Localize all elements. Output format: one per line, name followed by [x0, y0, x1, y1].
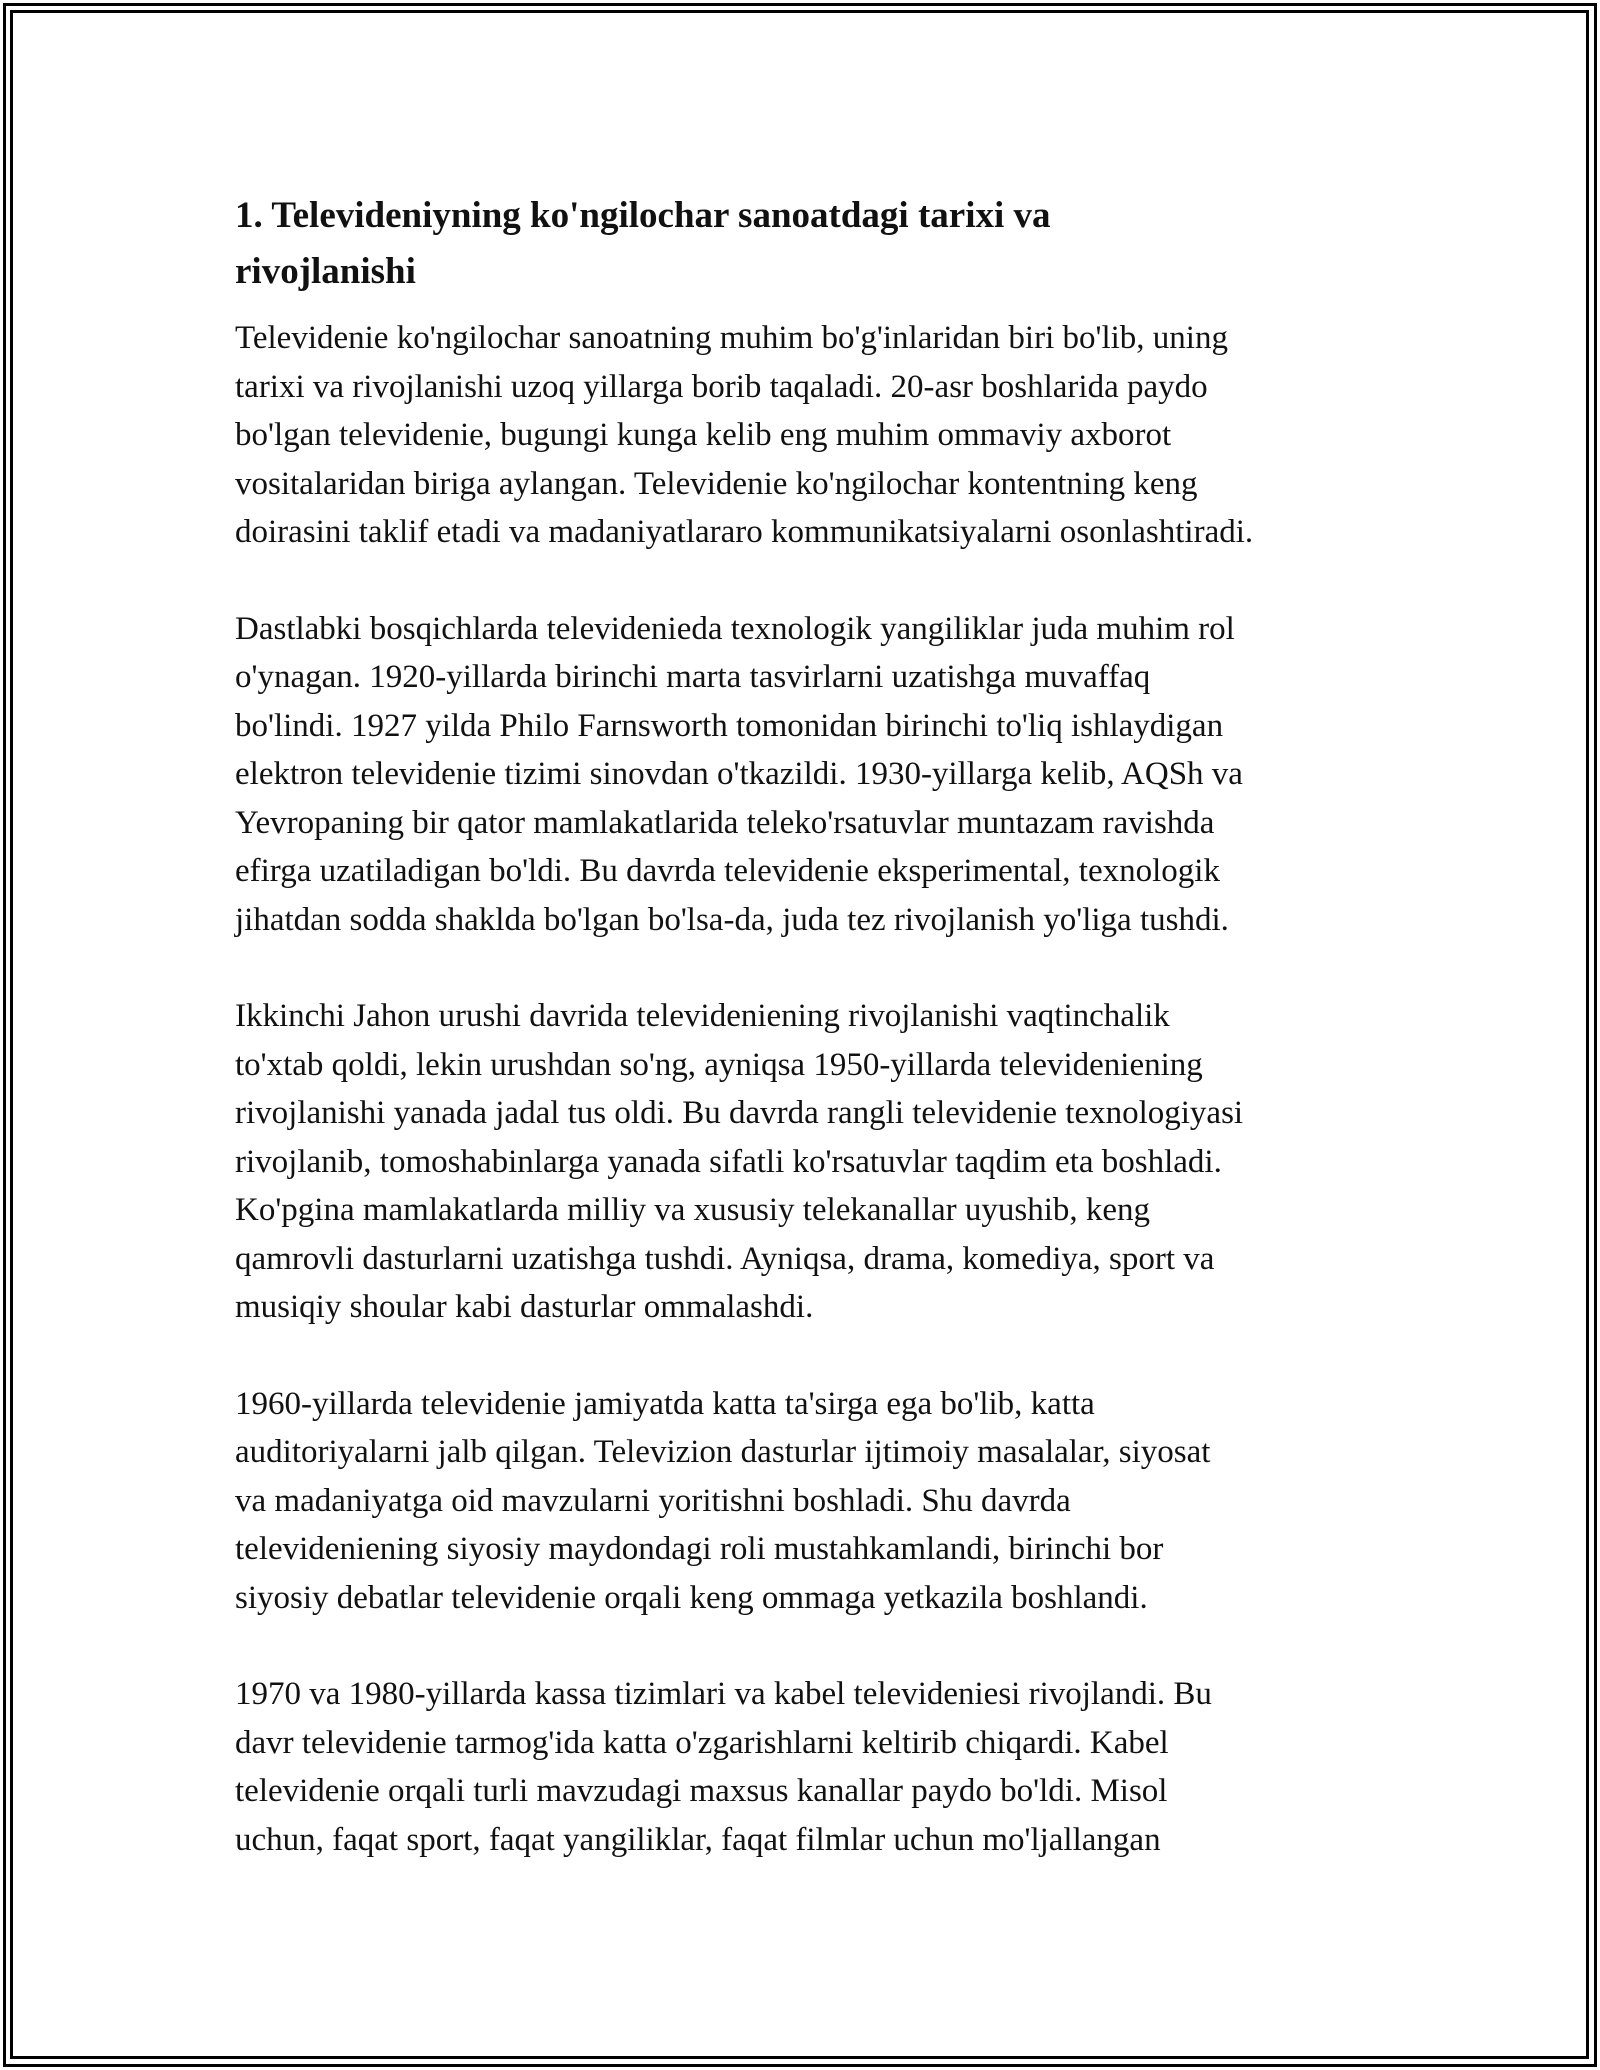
paragraph-intro: Televidenie ko'ngilochar sanoatning muhim bo'g'inlaridan biri bo'lib, uning tarixi va rivojlanishi uzoq yillarga borib taqaladi. 20-asr boshlarida paydo bo'lgan televidenie, bugungi kunga kelib eng muhim ommaviy axborot vositalaridan biriga aylangan. Televidenie ko'ngilochar kontentning keng doirasini taklif etadi va madaniyatlararo kommunikatsiyalarni osonlashtiradi. — [235, 320, 1254, 550]
section-heading: 1. Televideniyning ko'ngilochar sanoatdagi tarixi va rivojlanishi — [235, 195, 1051, 292]
document-body — [235, 188, 1375, 1912]
paragraph-early-stages: Dastlabki bosqichlarda televidenieda texnologik yangiliklar juda muhim rol o'ynagan. 1920-yillarda birinchi marta tasvirlarni uzatishga muvaffaq bo'lindi. 1927 yilda Philo Farnsworth tomonidan birinchi to'liq ishlaydigan elektron televidenie tizimi sinovdan o'tkazildi. 1930-yillarga kelib, AQSh va Yevropaning bir qator mamlakatlarida teleko'rsatuvlar muntazam ravishda efirga uzatiladigan bo'ldi. Bu davrda televidenie eksperimental, texnologik jihatdan sodda shaklda bo'lgan bo'lsa-da, juda tez rivojlanish yo'liga tushdi. — [235, 610, 1243, 938]
paragraph-postwar: Ikkinchi Jahon urushi davrida televideniening rivojlanishi vaqtinchalik to'xtab qoldi, lekin urushdan so'ng, ayniqsa 1950-yillarda televideniening rivojlanishi yanada jadal tus oldi. Bu davrda rangli televidenie texnologiyasi rivojlanib, tomoshabinlarga yanada sifatli ko'rsatuvlar taqdim eta boshladi. Ko'pgina mamlakatlarda milliy va xususiy telekanallar uyushib, keng qamrovli dasturlarni uzatishga tushdi. Ayniqsa, drama, komediya, sport va musiqiy shoular kabi dasturlar ommalashdi. — [235, 998, 1244, 1325]
paragraph-1960s: 1960-yillarda televidenie jamiyatda katta ta'sirga ega bo'lib, katta auditoriyalarni jalb qilgan. Televizion dasturlar ijtimoiy masalalar, siyosat va madaniyatga oid mavzularni yoritishni boshladi. Shu davrda televideniening siyosiy maydondagi roli mustahkamlandi, birinchi bor siyosiy debatlar televidenie orqali keng ommaga yetkazila boshlandi. — [235, 1385, 1211, 1616]
paragraph-1970s-1980s: 1970 va 1980-yillarda kassa tizimlari va kabel televideniesi rivojlandi. Bu davr televidenie tarmog'ida katta o'zgarishlarni keltirib chiqardi. Kabel televidenie orqali turli mavzudagi maxsus kanallar paydo bo'ldi. Misol uchun, faqat sport, faqat yangiliklar, faqat filmlar uchun mo'ljallangan — [235, 1676, 1212, 1858]
